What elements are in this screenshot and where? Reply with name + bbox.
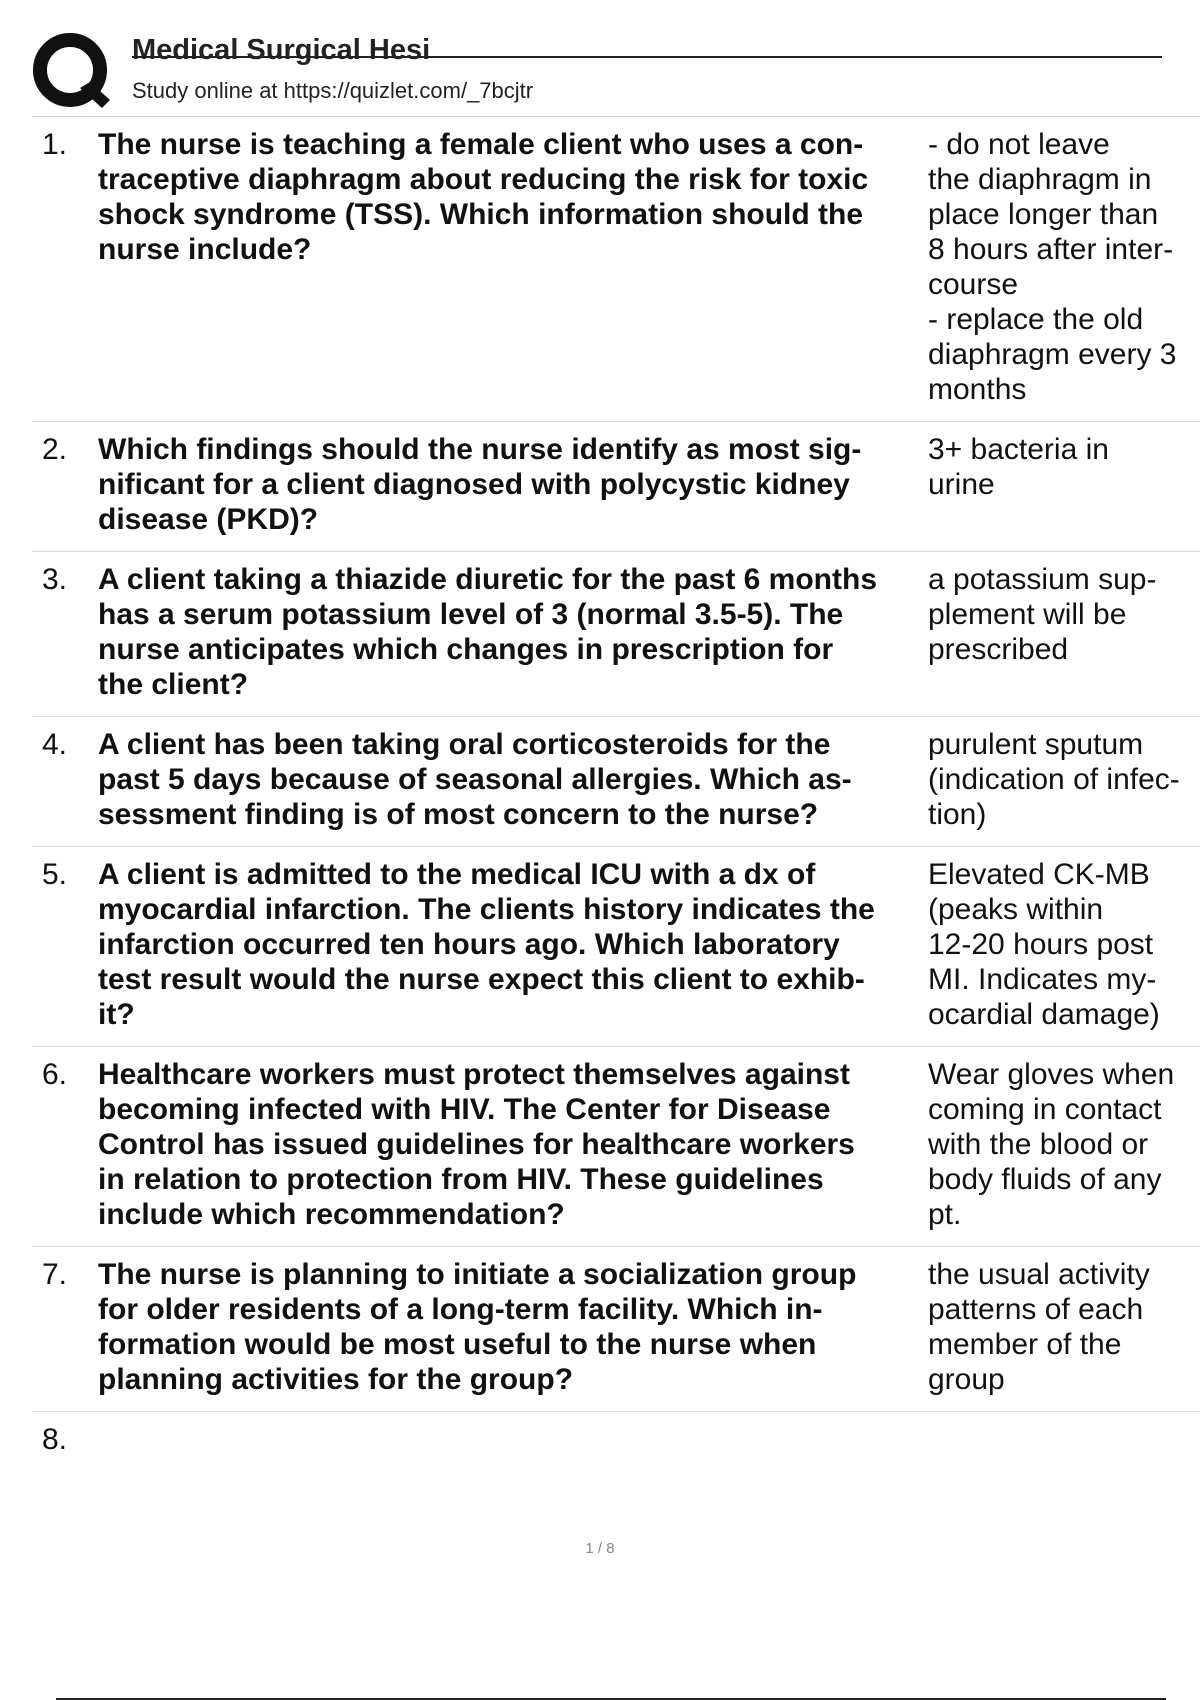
card-answer (918, 127, 1190, 407)
question-line: Which findings should the nurse identify as most sig- (98, 433, 862, 466)
card-question (98, 127, 918, 407)
card-question (98, 562, 918, 702)
card-number: 2. (42, 433, 68, 466)
question-line: has a serum potassium level of 3 (normal 3.5-5). The (98, 598, 844, 631)
answer-line: patterns of each (928, 1293, 1144, 1326)
card-question (98, 432, 918, 537)
answer-line: urine (928, 468, 995, 501)
card-question (98, 727, 918, 832)
question-line: Control has issued guidelines for healthcare workers (98, 1128, 855, 1161)
question-line: disease (PKD)? (98, 503, 319, 536)
question-line: A client taking a thiazide diuretic for the past 6 months (98, 563, 878, 596)
question-line: nificant for a client diagnosed with polycystic kidney (98, 468, 850, 501)
question-line: myocardial infarction. The clients history indicates the (98, 893, 875, 926)
answer-line: MI. Indicates my- (928, 963, 1157, 996)
card-number: 3. (42, 563, 68, 596)
flashcard-row (32, 1412, 1200, 1486)
question-line: sessment finding is of most concern to the nurse? (98, 798, 819, 831)
flashcard-row (32, 717, 1200, 847)
question-line: nurse anticipates which changes in prescription for (98, 633, 834, 666)
card-question (98, 1057, 918, 1232)
question-line: nurse include? (98, 233, 312, 266)
answer-line: the diaphragm in (928, 163, 1152, 196)
question-line: Healthcare workers must protect themselves against (98, 1058, 850, 1091)
deck-title: Medical Surgical Hesi (132, 34, 431, 66)
answer-line: a potassium sup- (928, 563, 1157, 596)
question-line: it? (98, 998, 135, 1031)
question-line: for older residents of a long-term facility. Which in- (98, 1293, 823, 1326)
answer-line: plement will be (928, 598, 1127, 631)
card-number: 8. (42, 1423, 68, 1456)
answer-line: (peaks within (928, 893, 1104, 926)
page-number: 1 / 8 (585, 1540, 615, 1557)
question-line: A client is admitted to the medical ICU with a dx of (98, 858, 816, 891)
quizlet-logo-icon (32, 32, 112, 112)
study-online-link[interactable]: Study online at https://quizlet.com/_7bcjtr (132, 78, 534, 103)
flashcard-row (32, 552, 1200, 717)
question-line: past 5 days because of seasonal allergies. Which as- (98, 763, 852, 796)
card-answer (918, 1057, 1190, 1232)
flashcard-row (32, 117, 1200, 422)
flashcard-row (32, 422, 1200, 552)
answer-line: place longer than (928, 198, 1159, 231)
answer-line: pt. (928, 1198, 962, 1231)
answer-line: the usual activity (928, 1258, 1150, 1291)
card-number: 7. (42, 1258, 68, 1291)
card-answer (918, 727, 1190, 832)
card-answer (918, 562, 1190, 702)
answer-line: ocardial damage) (928, 998, 1160, 1031)
flashcard-list (32, 117, 1200, 1486)
answer-line: tion) (928, 798, 987, 831)
card-number: 1. (42, 128, 68, 161)
card-number: 6. (42, 1058, 68, 1091)
answer-line: diaphragm every 3 (928, 338, 1177, 371)
answer-line: purulent sputum (928, 728, 1144, 761)
answer-line: Wear gloves when (928, 1058, 1175, 1091)
question-line: include which recommendation? (98, 1198, 565, 1231)
answer-line: months (928, 373, 1027, 406)
answer-line: 3+ bacteria in (928, 433, 1109, 466)
card-answer (918, 857, 1190, 1032)
answer-line: prescribed (928, 633, 1069, 666)
question-line: in relation to protection from HIV. These guidelines (98, 1163, 824, 1196)
answer-line: 12-20 hours post (928, 928, 1154, 961)
answer-line: - replace the old (928, 303, 1144, 336)
card-answer (918, 432, 1190, 537)
answer-line: course (928, 268, 1019, 301)
card-question (98, 857, 918, 1032)
answer-line: member of the (928, 1328, 1122, 1361)
flashcard-row (32, 1047, 1200, 1247)
flashcard-row (32, 1247, 1200, 1412)
question-line: The nurse is planning to initiate a socialization group (98, 1258, 857, 1291)
question-line: formation would be most useful to the nurse when (98, 1328, 817, 1361)
question-line: traceptive diaphragm about reducing the risk for toxic (98, 163, 869, 196)
answer-line: 8 hours after inter- (928, 233, 1174, 266)
question-line: planning activities for the group? (98, 1363, 574, 1396)
flashcard-row (32, 847, 1200, 1047)
question-line: the client? (98, 668, 249, 701)
title-divider (132, 56, 1162, 58)
page-header (32, 30, 1192, 116)
card-question (98, 1257, 918, 1397)
question-line: A client has been taking oral corticosteroids for the (98, 728, 831, 761)
question-line: becoming infected with HIV. The Center for Disease (98, 1093, 831, 1126)
answer-line: (indication of infec- (928, 763, 1180, 796)
card-number: 5. (42, 858, 68, 891)
question-line: shock syndrome (TSS). Which information should the (98, 198, 864, 231)
answer-line: Elevated CK-MB (928, 858, 1150, 891)
answer-line: - do not leave (928, 128, 1110, 161)
answer-line: body fluids of any (928, 1163, 1162, 1196)
answer-line: coming in contact (928, 1093, 1162, 1126)
answer-line: group (928, 1363, 1005, 1396)
question-line: The nurse is teaching a female client who uses a con- (98, 128, 864, 161)
card-answer (918, 1257, 1190, 1397)
question-line: infarction occurred ten hours ago. Which laboratory (98, 928, 840, 961)
card-number: 4. (42, 728, 68, 761)
question-line: test result would the nurse expect this client to exhib- (98, 963, 865, 996)
answer-line: with the blood or (928, 1128, 1149, 1161)
